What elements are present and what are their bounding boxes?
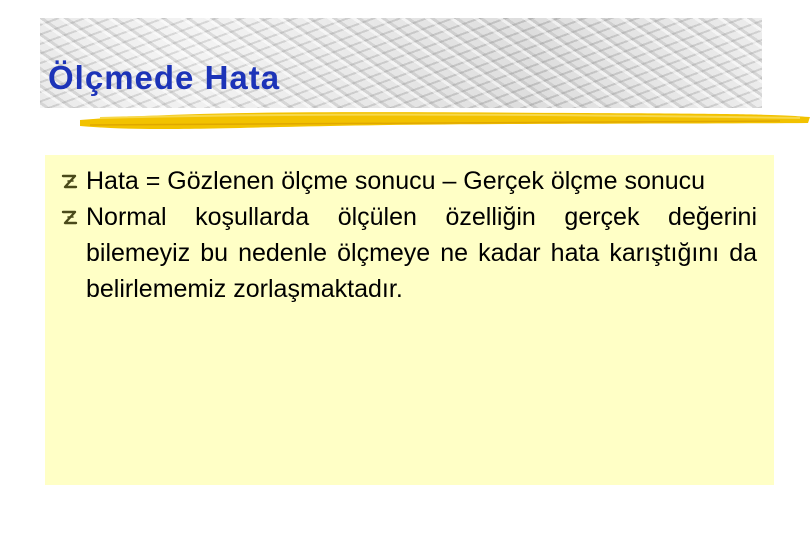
z-bullet-icon xyxy=(60,172,79,191)
bullet-text: Hata = Gözlenen ölçme sonucu – Gerçek ölçme sonucu xyxy=(86,167,706,195)
bullet-list xyxy=(60,163,757,307)
yellow-brush-underline xyxy=(80,104,810,134)
bullet-item xyxy=(60,163,757,199)
z-bullet-icon xyxy=(60,208,79,227)
slide-title: Ölçmede Hata xyxy=(48,59,281,96)
bullet-text: Normal koşullarda ölçülen özelliğin gerçek değerini bilemeyiz bu nedenle ölçmeye ne kadar hata karıştığını da belirlememiz zorlaşmaktadır. xyxy=(86,203,757,303)
bullet-item xyxy=(60,199,757,307)
